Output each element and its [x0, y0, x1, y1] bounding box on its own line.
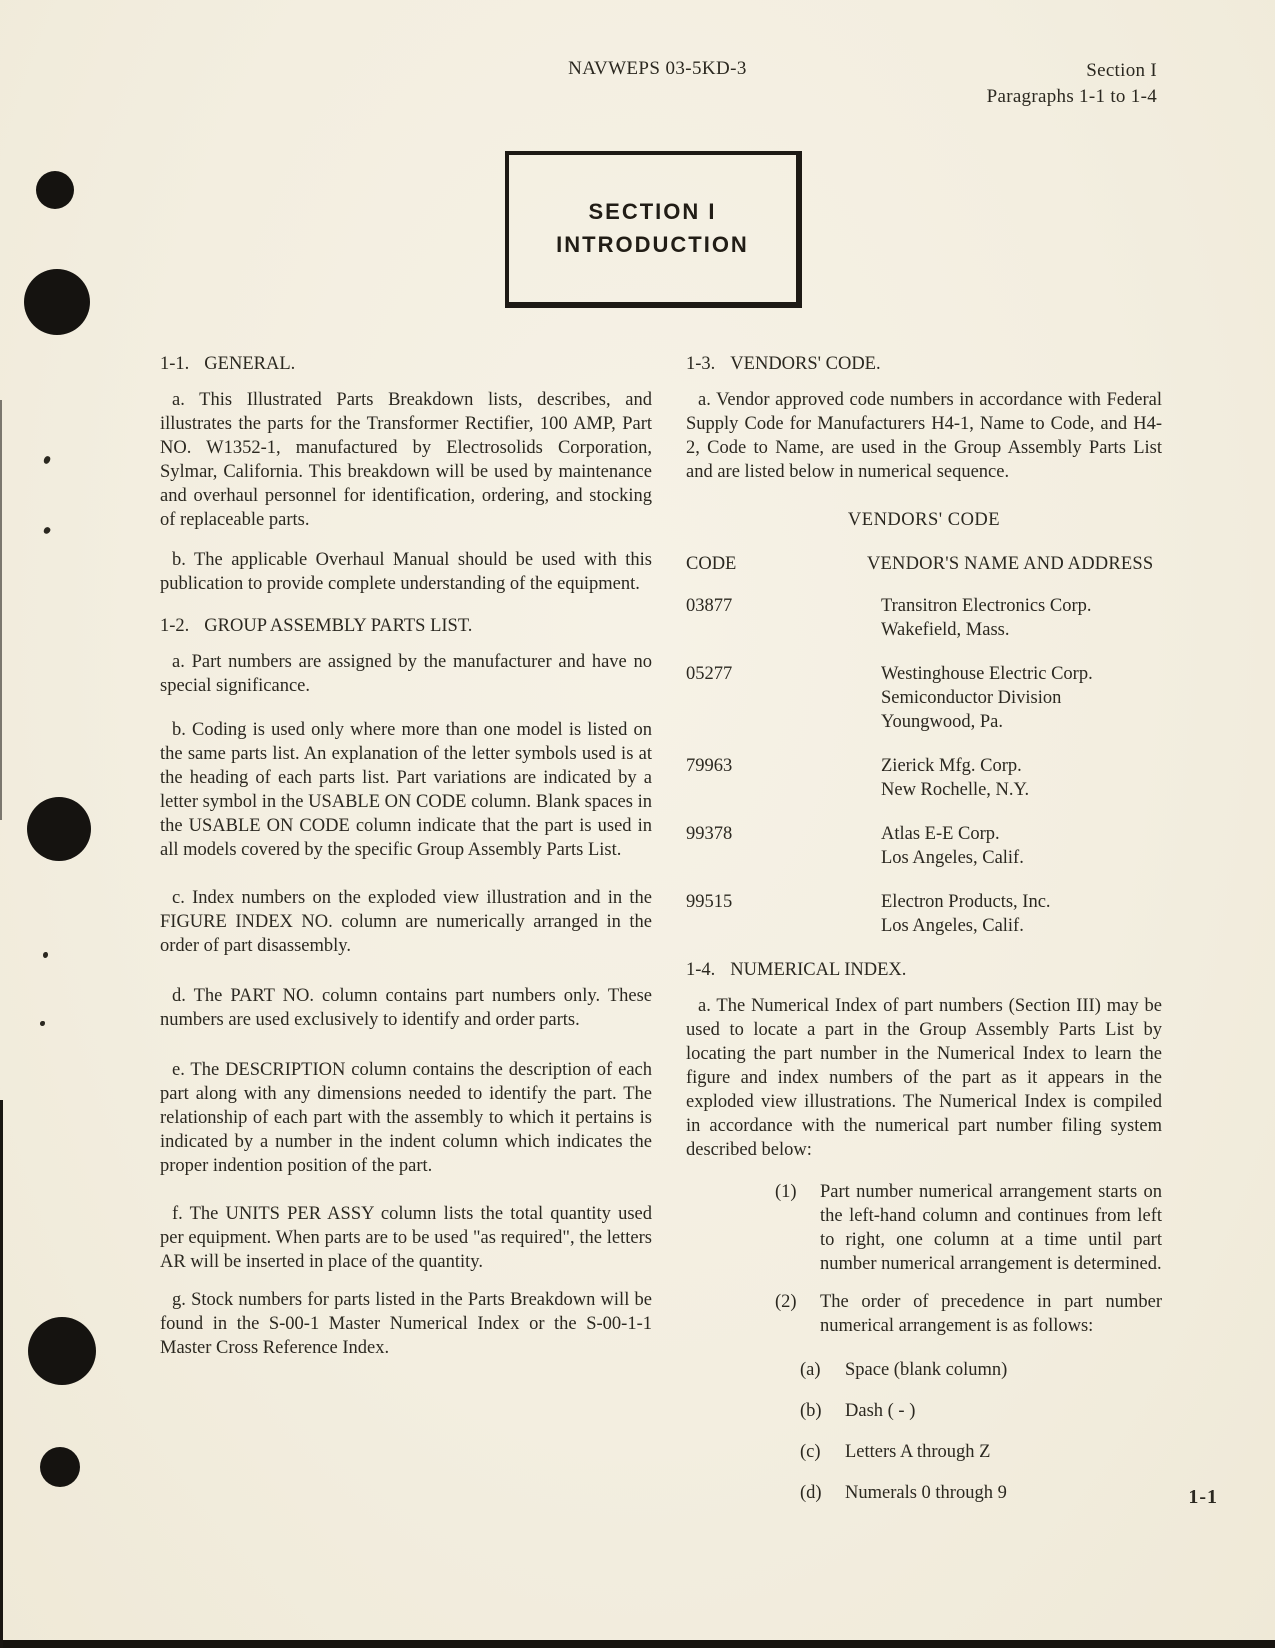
- heading-label: NUMERICAL INDEX.: [730, 960, 907, 980]
- heading-number: 1-4.: [686, 960, 716, 980]
- scan-edge-bottom: [0, 1640, 1275, 1648]
- header-section-label: Section I: [1086, 60, 1157, 81]
- heading-number: 1-1.: [160, 354, 190, 374]
- vendor-code: 99515: [686, 892, 733, 912]
- list-item-label: (b): [800, 1401, 822, 1421]
- binder-hole-mark: [27, 797, 91, 861]
- vendor-name: [881, 594, 1162, 642]
- list-item-text: The order of precedence in part number numerical arrangement is as follows:: [820, 1292, 1162, 1336]
- list-item-label: (d): [800, 1483, 822, 1503]
- table-row: [686, 594, 1162, 642]
- heading-1-2: [160, 614, 652, 638]
- vendor-name-line: Transitron Electronics Corp.: [881, 596, 1092, 616]
- vendors-code-table-title: VENDORS' CODE: [847, 510, 1001, 530]
- heading-1-3: [686, 352, 1162, 376]
- vendor-name: [881, 754, 1162, 802]
- list-item-text: Numerals 0 through 9: [845, 1483, 1007, 1503]
- paragraph-1-2-a: a. Part numbers are assigned by the manufacturer and have no special significance.: [160, 652, 652, 696]
- paragraph-1-2-e: e. The DESCRIPTION column contains the description of each part along with any dimensions needed to identify the part. The relationship of each part with the assembly to which it pertains is indicated by a number in the indent column which indicates the proper indention position of the part.: [160, 1060, 652, 1176]
- list-item: [800, 1440, 1162, 1464]
- vendor-name-line: Westinghouse Electric Corp.: [881, 664, 1093, 684]
- section-title: SECTION I: [588, 199, 717, 224]
- page-number: 1-1: [1188, 1486, 1218, 1508]
- scan-speck: [43, 952, 48, 958]
- list-item-label: (a): [800, 1360, 821, 1380]
- vendor-code: 99378: [686, 824, 733, 844]
- paragraph-1-1-a: a. This Illustrated Parts Breakdown lists, describes, and illustrates the parts for the Transformer Rectifier, 100 AMP, Part NO. W1352-1, manufactured by Electrosolids Corporation, Sylmar, California. This breakdown will be used by maintenance and overhaul personnel for identification, ordering, and stocking of replaceable parts.: [160, 390, 652, 530]
- vendor-name-line: Youngwood, Pa.: [881, 712, 1003, 732]
- binder-hole-mark: [40, 1447, 80, 1487]
- column-header-code: CODE: [686, 554, 737, 574]
- paragraph-1-2-b: b. Coding is used only where more than one model is listed on the same parts list. An explanation of the letter symbols used is at the heading of each parts list. Part variations are indicated by a letter symbol in the USABLE ON CODE column. Blank spaces in the USABLE ON CODE column indicate that the part is used in all models covered by the specific Group Assembly Parts List.: [160, 720, 652, 860]
- paragraph-1-1-b: b. The applicable Overhaul Manual should be used with this publication to provide complete understanding of the equipment.: [160, 550, 652, 594]
- vendors-table-header: [686, 552, 1162, 576]
- vendor-name-line: Atlas E-E Corp.: [881, 824, 1000, 844]
- left-column: [160, 352, 652, 1360]
- list-item-label: (2): [775, 1292, 797, 1312]
- section-title-box: [505, 151, 802, 308]
- list-item-label: (c): [800, 1442, 821, 1462]
- table-row: [686, 822, 1162, 870]
- list-item-label: (1): [775, 1182, 797, 1202]
- paragraph-1-4-a: a. The Numerical Index of part numbers (Section III) may be used to locate a part in the Group Assembly Parts List by locating the part number in the Numerical Index to learn the figure and index numbers of the part as it appears in the exploded view illustrations. The Numerical Index is compiled in accordance with the numerical part number filing system described below:: [686, 996, 1162, 1160]
- header-paragraphs-range: Paragraphs 1-1 to 1-4: [986, 86, 1157, 107]
- table-row: [686, 754, 1162, 802]
- list-item: [800, 1358, 1162, 1382]
- header-doc-number: NAVWEPS 03-5KD-3: [568, 58, 747, 79]
- list-item: [775, 1290, 1162, 1338]
- vendor-name: [881, 662, 1162, 734]
- list-item-text: Part number numerical arrangement starts on the left-hand column and continues from left to right, one column at a time until part number numerical arrangement is determined.: [820, 1182, 1162, 1274]
- vendor-code: 03877: [686, 596, 733, 616]
- vendor-name-line: Los Angeles, Calif.: [881, 848, 1024, 868]
- vendor-name-line: Zierick Mfg. Corp.: [881, 756, 1022, 776]
- scan-speck: [40, 1021, 45, 1026]
- vendor-name: [881, 822, 1162, 870]
- heading-1-4: [686, 958, 1162, 982]
- scan-speck: [43, 526, 52, 535]
- vendors-table: [686, 552, 1162, 938]
- list-item: [800, 1399, 1162, 1423]
- scan-edge-left-faint: [0, 400, 2, 820]
- scan-edge-left: [0, 1100, 3, 1648]
- paragraph-1-2-g: g. Stock numbers for parts listed in the Parts Breakdown will be found in the S-00-1 Master Numerical Index or the S-00-1-1 Master Cross Reference Index.: [160, 1290, 652, 1358]
- scan-speck: [43, 455, 51, 465]
- binder-hole-mark: [28, 1317, 96, 1385]
- list-item-text: Letters A through Z: [845, 1442, 991, 1462]
- paragraph-1-2-c: c. Index numbers on the exploded view illustration and in the FIGURE INDEX NO. column are numerically arranged in the order of part disassembly.: [160, 888, 652, 956]
- list-item-text: Space (blank column): [845, 1360, 1008, 1380]
- vendor-name: [881, 890, 1162, 938]
- heading-label: VENDORS' CODE.: [730, 354, 881, 374]
- paragraph-1-2-f: f. The UNITS PER ASSY column lists the total quantity used per equipment. When parts are to be used "as required", the letters AR will be inserted in place of the quantity.: [160, 1204, 652, 1272]
- column-header-vendor: VENDOR'S NAME AND ADDRESS: [867, 554, 1154, 574]
- vendor-name-line: Electron Products, Inc.: [881, 892, 1051, 912]
- heading-1-1: [160, 352, 652, 376]
- heading-number: 1-2.: [160, 616, 190, 636]
- table-row: [686, 890, 1162, 938]
- vendor-name-line: Los Angeles, Calif.: [881, 916, 1024, 936]
- list-item-text: Dash ( - ): [845, 1401, 916, 1421]
- paragraph-1-2-d: d. The PART NO. column contains part numbers only. These numbers are used exclusively to identify and order parts.: [160, 986, 652, 1030]
- table-row: [686, 662, 1162, 734]
- right-column: [686, 352, 1162, 1522]
- vendor-code: 05277: [686, 664, 733, 684]
- binder-hole-mark: [36, 171, 74, 209]
- vendor-code: 79963: [686, 756, 733, 776]
- binder-hole-mark: [24, 269, 90, 335]
- vendor-name-line: Wakefield, Mass.: [881, 620, 1010, 640]
- list-item: [775, 1180, 1162, 1276]
- header-section-info: [987, 58, 1157, 110]
- paragraph-1-3-a: a. Vendor approved code numbers in accordance with Federal Supply Code for Manufacturers H4-1, Name to Code, and H4-2, Code to Name, are used in the Group Assembly Parts List and are listed below in numerical sequence.: [686, 390, 1162, 482]
- list-item: [800, 1481, 1162, 1505]
- section-subtitle: INTRODUCTION: [556, 232, 749, 257]
- heading-label: GROUP ASSEMBLY PARTS LIST.: [204, 616, 473, 636]
- vendor-name-line: Semiconductor Division: [881, 688, 1062, 708]
- heading-number: 1-3.: [686, 354, 716, 374]
- heading-label: GENERAL.: [204, 354, 296, 374]
- vendor-name-line: New Rochelle, N.Y.: [881, 780, 1030, 800]
